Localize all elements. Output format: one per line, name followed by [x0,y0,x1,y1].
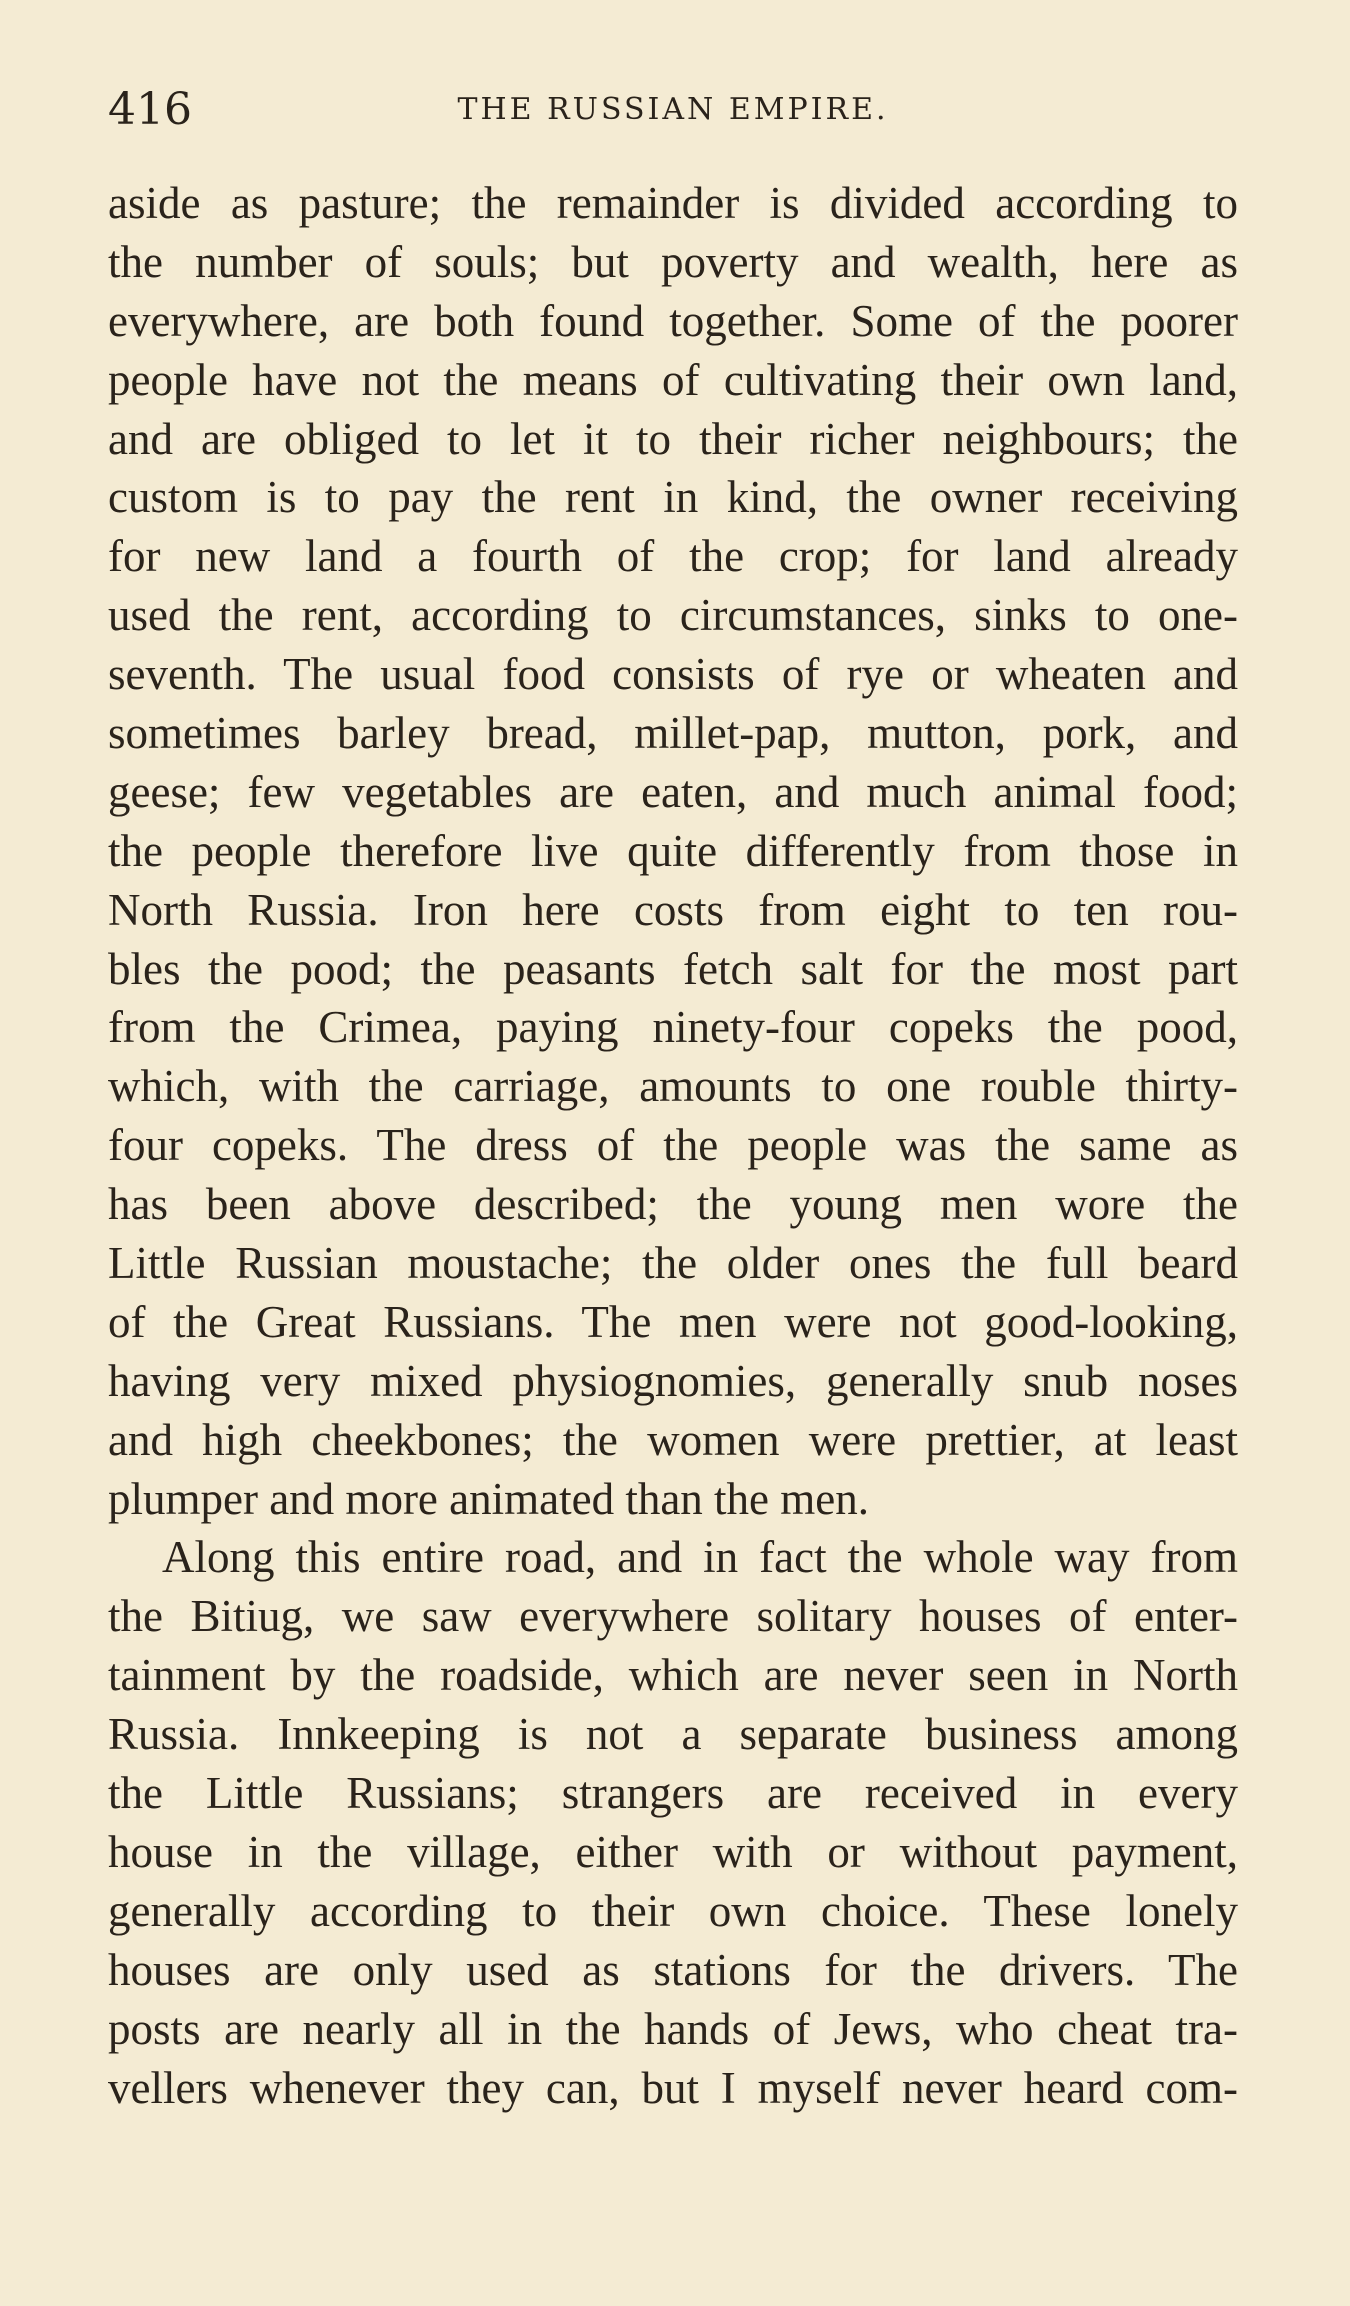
page-number: 416 [108,84,192,135]
text-line: everywhere, are both found together. Some of the poorer [108,295,1238,346]
paragraph-2 [108,1528,1238,2117]
text-line: for new land a fourth of the crop; for land already [108,531,1238,582]
paragraph-1 [108,174,1238,1528]
text-line: and are obliged to let it to their richer neighbours; the [108,413,1238,464]
text-line: vellers whenever they can, but I myself never heard com- [108,2062,1238,2113]
text-line: Little Russian moustache; the older ones the full beard [108,1238,1238,1289]
running-title: THE RUSSIAN EMPIRE. [457,92,889,127]
text-line: of the Great Russians. The men were not good-looking, [108,1296,1238,1347]
text-line: four copeks. The dress of the people was the same as [108,1120,1238,1171]
text-line: sometimes barley bread, millet-pap, mutton, pork, and [108,708,1238,759]
text-line: house in the village, either with or without payment, [108,1826,1238,1877]
text-line: generally according to their own choice. These lonely [108,1885,1238,1936]
text-line: from the Crimea, paying ninety-four copeks the pood, [108,1002,1238,1053]
text-line: which, with the carriage, amounts to one rouble thirty- [108,1061,1238,1112]
text-line: Russia. Innkeeping is not a separate business among [108,1709,1238,1760]
page-header [108,80,1238,140]
text-line: houses are only used as stations for the drivers. The [108,1944,1238,1995]
text-line: custom is to pay the rent in kind, the owner receiving [108,472,1238,523]
body-text [108,174,1238,2117]
text-line: geese; few vegetables are eaten, and much animal food; [108,766,1238,817]
text-line: Along this entire road, and in fact the whole way from [162,1532,1238,1583]
text-line: having very mixed physiognomies, generally snub noses [108,1355,1238,1406]
text-line: the Little Russians; strangers are received in every [108,1768,1238,1819]
text-line: plumper and more animated than the men. [108,1473,870,1524]
text-line: used the rent, according to circumstances, sinks to one- [108,590,1238,641]
text-line: North Russia. Iron here costs from eight to ten rou- [108,884,1238,935]
text-line: bles the pood; the peasants fetch salt for the most part [108,943,1238,994]
text-line: posts are nearly all in the hands of Jews, who cheat tra- [108,2003,1238,2054]
text-line: the number of souls; but poverty and wealth, here as [108,236,1238,287]
text-line: has been above described; the young men wore the [108,1179,1238,1230]
text-line: tainment by the roadside, which are never seen in North [108,1650,1238,1701]
text-line: the Bitiug, we saw everywhere solitary houses of enter- [108,1591,1238,1642]
text-line: people have not the means of cultivating their own land, [108,354,1238,405]
text-line: seventh. The usual food consists of rye or wheaten and [108,649,1238,700]
text-line: the people therefore live quite differently from those in [108,825,1238,876]
text-line: aside as pasture; the remainder is divided according to [108,178,1238,228]
text-line: and high cheekbones; the women were prettier, at least [108,1414,1238,1465]
